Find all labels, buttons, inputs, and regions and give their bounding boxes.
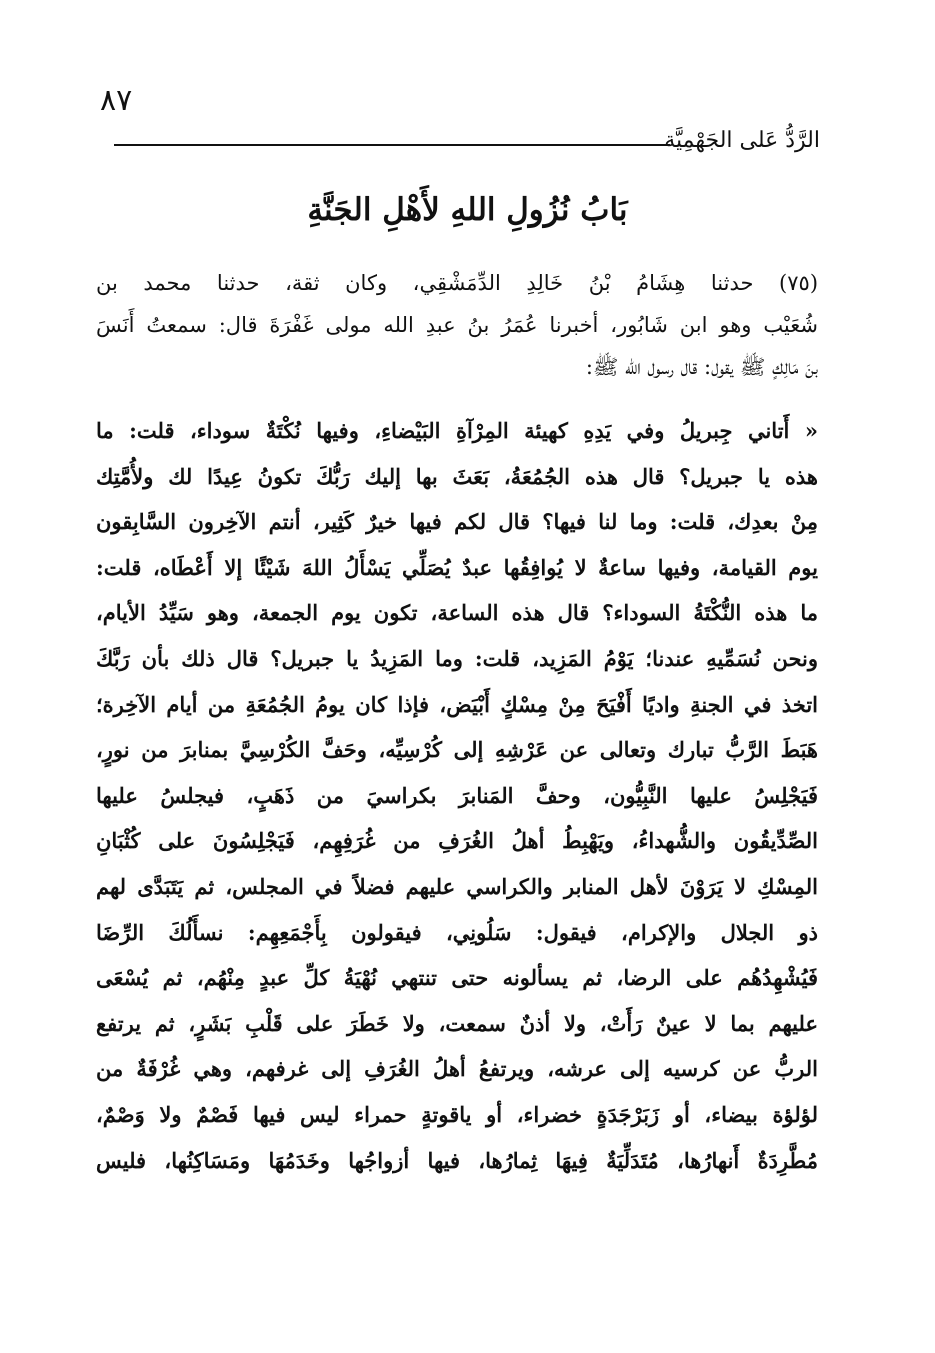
- text-line: فَيَجْلِسُ عليها النَّبِيُّون، وحفَّ المَنابرَ بكراسيَ من ذَهَبٍ، فيجلسُ عليها: [96, 782, 818, 808]
- text-line: المِسْكِ لا يَرَوْنَ لأهل المنابر والكراسي عليهم فضلاً في المجلس، ثم يَتَبَدَّى لهم: [96, 873, 818, 899]
- text-line: ونحن نُسَمِّيهِ عندنا؛ يَوْمُ المَزِيد، قلت: وما المَزِيدُ يا جبريل؟ قال ذلك بأن رَبَّكَ: [96, 645, 818, 671]
- text-line: عليهم بما لا عينٌ رَأَتْ، ولا أذنٌ سمعت، ولا خَطَرَ على قَلْبِ بَشَرٍ، ثم يرتفع: [96, 1010, 818, 1036]
- isnad-paragraph: [96, 262, 818, 388]
- chapter-title: بَابُ نُزُولِ اللهِ لأَهْلِ الجَنَّةِ: [307, 192, 628, 228]
- running-header: [80, 124, 820, 158]
- text-line: بنَ مَالِكٍ ﷺ يقول: قال رسول الله ﷺ:: [585, 355, 818, 379]
- page-number: ٨٧: [100, 83, 133, 118]
- text-line: شُعَيْب وهو ابن شَابُور، أخبرنا عُمَرُ بنُ عبدِ الله مولى غَفْرَةَ قال: سمعتُ أَنَسَ: [96, 313, 818, 337]
- text-line: (٧٥) حدثنا هِشَامُ بْنُ خَالِدِ الدِّمَشْقِي، وكان ثقة، حدثنا محمد بن: [96, 271, 819, 295]
- running-title: الرَّدُّ عَلى الجَهْمِيَّة: [664, 128, 820, 153]
- text-line: يوم القيامة، وفيها ساعةٌ لا يُوافِقُها عبدٌ يُصَلِّي يَسْأَلُ اللهَ شَيْئًا إلا أَعْطَاه، قلت:: [96, 554, 818, 580]
- text-line: اتخذ في الجنةِ واديًا أَفْيَحَ مِنْ مِسْكٍ أَبْيَض، فإذا كان يومُ الجُمُعَةِ من أيام الآخِرة؛: [96, 691, 818, 717]
- text-line: الصِّدِّيقُون والشُّهداءُ، ويَهْبِطُ أهلُ الغُرَفِ من غُرَفِهِم، فَيَجْلِسُونَ على كُثْبَانِ: [96, 828, 818, 854]
- text-line: ذو الجلال والإكرام، فيقول: سَلُونِي، فيقولون بِأَجْمَعِهِم: نسأَلُكَ الرِّضَا: [96, 919, 818, 945]
- text-line: الربُّ عن كرسيه إلى عرشه، ويرتفعُ أهلُ الغُرَفِ إلى غرفهم، وهي غُرْفَةٌ من: [96, 1056, 818, 1082]
- text-line: هَبَطَ الرَّبُّ تبارك وتعالى عن عَرْشِهِ إلى كُرْسِيِّه، وحَفَّ الكُرْسِيَّ بمنابرَ من نورٍ،: [96, 737, 818, 763]
- hadith-paragraph: [96, 408, 818, 1183]
- header-rule: [114, 144, 670, 146]
- text-line: مُطَّرِدَةٌ أَنهارُها، مُتَدَلِّيَةٌ فِيهَا ثِمارُها، فيها أزواجُها وخَدَمُهَا ومَسَاكِنُها، فليس: [96, 1147, 818, 1173]
- text-line: لؤلؤة بيضاء، أو زَبَرْجَدَةٍ خضراء، أو ياقوتةٍ حمراء ليس فيها فَصْمٌ ولا وَصْمٌ،: [96, 1101, 818, 1127]
- text-line: ما هذه النُّكْتَةُ السوداء؟ قال هذه الساعة، تكون يوم الجمعة، وهو سَيِّدُ الأيام،: [96, 600, 818, 626]
- text-line: فَيُشْهِدُهُم على الرضا، ثم يسألونه حتى تنتهي نُهْيَةُ كلِّ عبدٍ مِنْهُم، ثم يُسْعَى: [96, 965, 818, 991]
- text-line: هذه يا جبريل؟ قال هذه الجُمُعَةُ، بَعَثَ بها إليك رَبُّكَ تكونُ عِيدًا لك ولأُمَّتِك: [96, 463, 818, 489]
- text-line: « أَتاني جِبريلُ وفي يَدِهِ كهيئة المِرْآةِ البَيْضاءِ، وفيها نُكْتَةٌ سوداء، قلت: ما: [96, 418, 818, 443]
- text-line: مِنْ بعدِك، قلت: وما لنا فيها؟ قال لكم فيها خيرٌ كَثِير، أنتم الآخِرون السَّابِقون: [96, 509, 818, 535]
